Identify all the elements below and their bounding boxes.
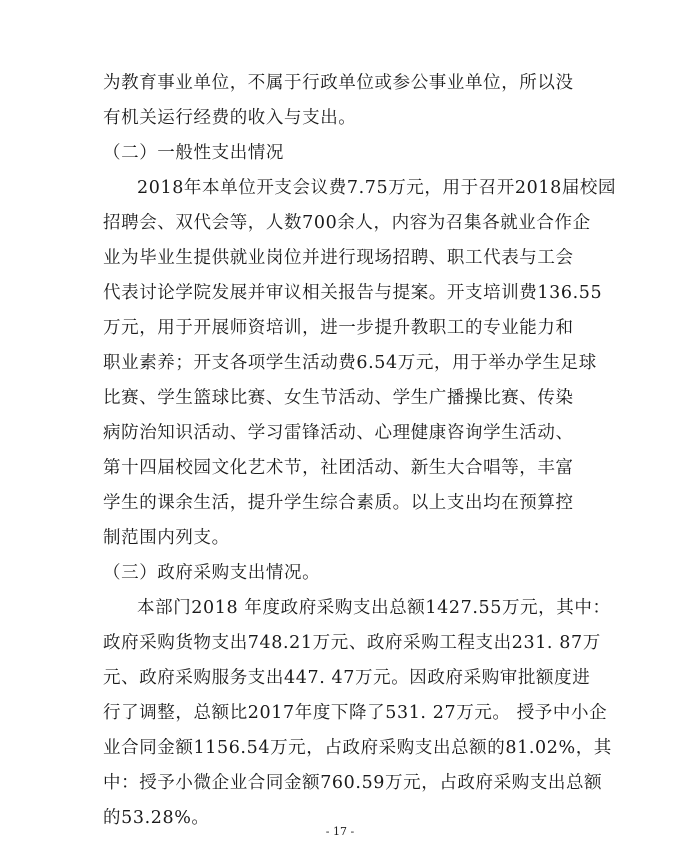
text-line: 有机关运行经费的收入与支出。	[103, 108, 357, 128]
text-line: 行了调整，总额比2017年度下降了531. 27万元。 授予中小企	[103, 703, 608, 723]
text-line: 2018年本单位开支会议费7.75万元，用于召开2018届校园	[137, 178, 617, 198]
text-line: 学生的课余生活，提升学生综合素质。以上支出均在预算控	[103, 493, 574, 513]
section-heading: （二）一般性支出情况	[103, 143, 284, 163]
text-line: 为教育事业单位，不属于行政单位或参公事业单位，所以没	[103, 73, 574, 93]
text-line: 比赛、学生篮球比赛、女生节活动、学生广播操比赛、传染	[103, 388, 574, 408]
section-heading: （三）政府采购支出情况。	[103, 563, 321, 583]
text-line: 政府采购货物支出748.21万元、政府采购工程支出231. 87万	[103, 633, 601, 653]
text-line: 职业素养；开支各项学生活动费6.54万元，用于举办学生足球	[103, 353, 597, 373]
text-line: 业为毕业生提供就业岗位并进行现场招聘、职工代表与工会	[103, 248, 574, 268]
text-line: 业合同金额1156.54万元，占政府采购支出总额的81.02%，其	[103, 738, 612, 758]
text-line: 第十四届校园文化艺术节，社团活动、新生大合唱等，丰富	[103, 458, 574, 478]
text-line: 中：授予小微企业合同金额760.59万元，占政府采购支出总额	[103, 773, 603, 793]
text-line: 万元，用于开展师资培训，进一步提升教职工的专业能力和	[103, 318, 574, 338]
text-line: 招聘会、双代会等，人数700余人，内容为召集各就业合作企	[103, 213, 591, 233]
page-number: - 17 -	[325, 825, 355, 838]
text-line: 本部门2018 年度政府采购支出总额1427.55万元，其中：	[137, 598, 611, 618]
text-line: 制范围内列支。	[103, 528, 230, 548]
text-line: 病防治知识活动、学习雷锋活动、心理健康咨询学生活动、	[103, 423, 574, 443]
text-line: 元、政府采购服务支出447. 47万元。因政府采购审批额度进	[103, 668, 591, 688]
text-line: 的53.28%。	[103, 808, 210, 828]
text-line: 代表讨论学院发展并审议相关报告与提案。开支培训费136.55	[103, 283, 603, 303]
